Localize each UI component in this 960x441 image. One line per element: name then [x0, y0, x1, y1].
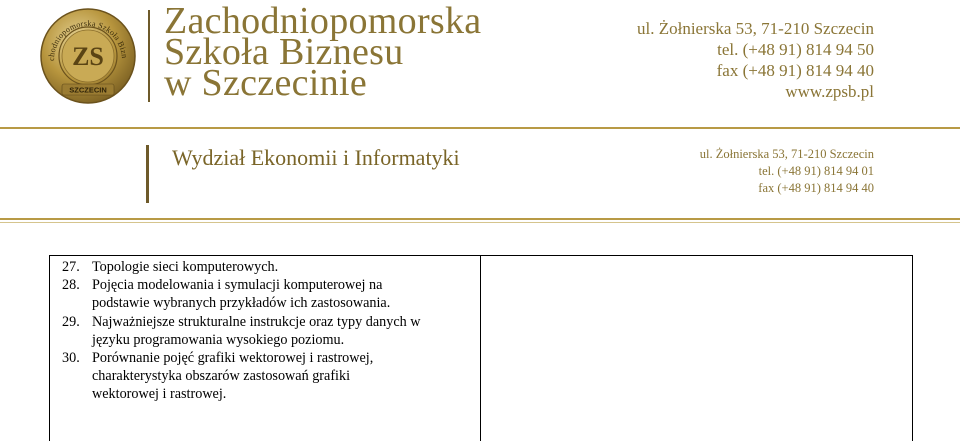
topic-number: 27. — [62, 259, 80, 275]
school-phone: tel. (+48 91) 814 94 50 — [717, 40, 874, 59]
school-name-line-3: w Szczecinie — [164, 62, 367, 104]
faculty-fax: fax (+48 91) 814 94 40 — [758, 181, 874, 195]
topic-item — [62, 276, 482, 312]
faculty-phone: tel. (+48 91) 814 94 01 — [758, 164, 874, 178]
topic-number: 28. — [62, 277, 80, 294]
school-fax: fax (+48 91) 814 94 40 — [716, 61, 874, 80]
faculty-divider — [146, 145, 149, 203]
topic-line: języku programowania wysokiego poziomu. — [92, 331, 345, 348]
topic-line: Pojęcia modelowania i symulacji komputerowej na — [92, 277, 383, 294]
topic-line: Najważniejsze strukturalne instrukcje oraz typy danych w — [92, 313, 421, 330]
faculty-rule — [0, 218, 960, 220]
school-seal-logo — [40, 8, 136, 104]
faculty-address: ul. Żołnierska 53, 71-210 Szczecin — [699, 147, 874, 161]
topic-item — [62, 258, 482, 276]
school-name-line-1: Zachodniopomorska — [164, 0, 482, 42]
svg-text:ZS: ZS — [72, 42, 104, 71]
topic-line: charakterystyka obszarów zastosowań grafiki — [92, 368, 351, 385]
school-name-line-2: Szkoła Biznesu — [164, 31, 404, 73]
topic-number: 29. — [62, 313, 80, 330]
faculty-name: Wydział Ekonomii i Informatyki — [172, 145, 460, 170]
topic-line: Porównanie pojęć grafiki wektorowej i rastrowej, — [92, 350, 374, 367]
faculty-rule-thin — [0, 222, 960, 223]
school-website: www.zpsb.pl — [785, 82, 874, 101]
topic-line: Topologie sieci komputerowych. — [92, 259, 279, 275]
topics-cell — [50, 256, 481, 441]
svg-text:SZCZECIN: SZCZECIN — [69, 85, 107, 95]
topic-item — [62, 313, 482, 349]
topics-list — [62, 258, 482, 404]
header-divider — [148, 10, 150, 102]
svg-text:Zachodniopomorska Szkoła Bizne: chodniopomorska Szkoła Bizn — [46, 18, 129, 62]
school-contact — [637, 18, 874, 102]
header-rule — [0, 127, 960, 129]
topics-table — [49, 255, 913, 441]
empty-cell — [481, 256, 912, 441]
topic-line: wektorowej i rastrowej. — [92, 386, 227, 403]
topic-line: podstawie wybranych przykładów ich zastosowania. — [92, 295, 391, 312]
school-name — [164, 0, 482, 104]
topic-item — [62, 349, 482, 404]
faculty-contact — [700, 146, 874, 197]
school-address: ul. Żołnierska 53, 71-210 Szczecin — [637, 19, 874, 38]
topic-number: 30. — [62, 350, 80, 367]
